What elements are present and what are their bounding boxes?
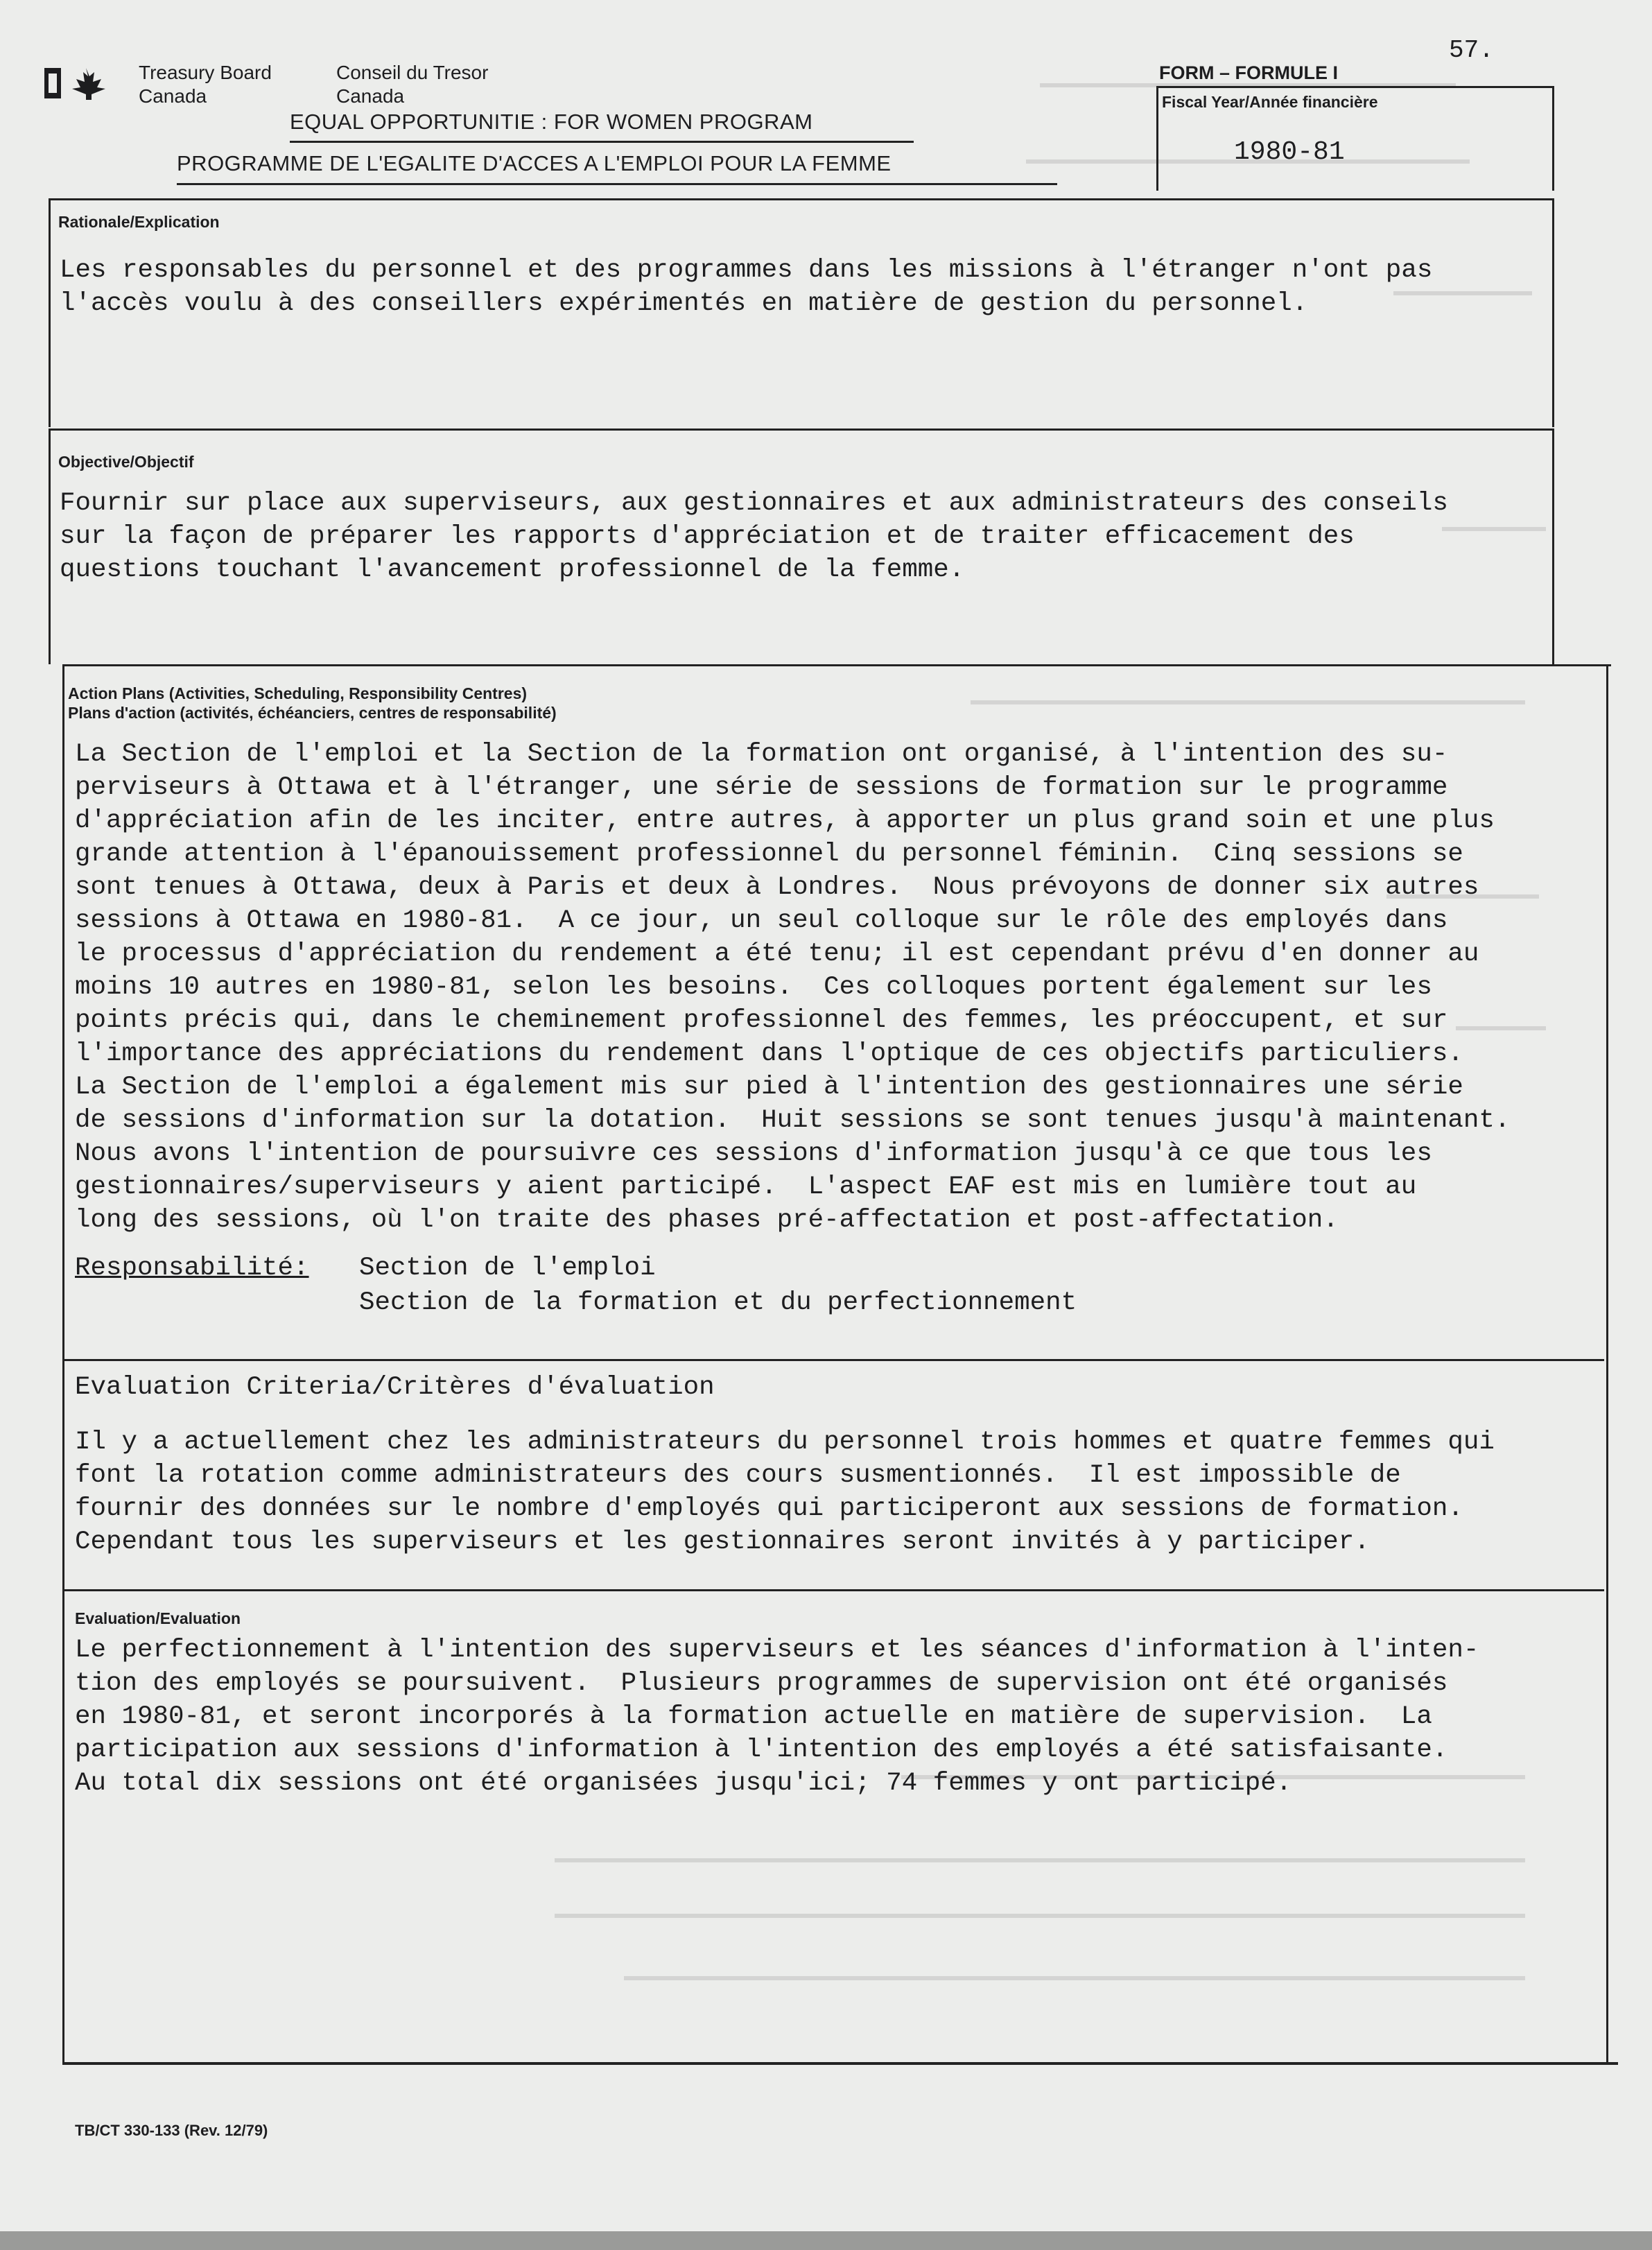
objective-line: Fournir sur place aux superviseurs, aux gestionnaires et aux administrateurs des conseils (60, 489, 1448, 518)
rationale-line: l'accès voulu à des conseillers expérimentés en matière de gestion du personnel. (60, 289, 1308, 318)
form-label: FORM – FORMULE I (1159, 62, 1338, 83)
objective-label: Objective/Objectif (58, 453, 194, 471)
action-plans-line: grande attention à l'épanouissement professionnel du personnel féminin. Cinq sessions se (75, 840, 1463, 869)
action-plans-line: perviseurs à Ottawa et à l'étranger, une série de sessions de formation sur le programme (75, 773, 1448, 802)
rationale-label: Rationale/Explication (58, 213, 220, 231)
rationale-top-rule (49, 198, 1552, 200)
action-plans-line: d'appréciation afin de les inciter, entre autres, à apporter un plus grand soin et une plus (75, 806, 1495, 836)
evaluation-line: en 1980-81, et seront incorporés à la formation actuelle en matière de supervision. La (75, 1702, 1432, 1731)
objective-line: questions touchant l'avancement professionnel de la femme. (60, 555, 965, 585)
action-plans-line: sont tenues à Ottawa, deux à Paris et deux à Londres. Nous prévoyons de donner six autres (75, 873, 1479, 902)
action-plans-label-en: Action Plans (Activities, Scheduling, Responsibility Centres) (68, 684, 528, 702)
evaluation-label: Evaluation/Evaluation (75, 1609, 241, 1627)
responsibility-label: Responsabilité: (75, 1254, 309, 1283)
agency-name-en-line2: Canada (139, 85, 207, 107)
responsibility-line-1: Section de l'emploi (359, 1254, 656, 1283)
action-plans-line: La Section de l'emploi a également mis sur pied à l'intention des gestionnaires une série (75, 1073, 1463, 1102)
action-plans-line: l'importance des appréciations du rendement dans l'optique de ces objectifs particuliers. (75, 1039, 1463, 1068)
frame-bottom-rule (62, 2062, 1618, 2065)
evaluation-criteria-line: Il y a actuellement chez les administrateurs du personnel trois hommes et quatre femmes qui (75, 1428, 1495, 1457)
program-title-en: EQUAL OPPORTUNITIE : FOR WOMEN PROGRAM (290, 110, 813, 134)
evaluation-criteria-line: fournir des données sur le nombre d'employés qui participeront aux sessions de formation. (75, 1494, 1463, 1523)
action-plans-line: points précis qui, dans le cheminement professionnel des femmes, les préoccupent, et sur (75, 1006, 1448, 1035)
action-plans-line: le processus d'appréciation du rendement a été tenu; il est cependant prévu d'en donner au (75, 940, 1479, 969)
action-plans-line: long des sessions, où l'on traite des phases pré-affectation et post-affectation. (75, 1206, 1339, 1235)
fiscal-year-value: 1980-81 (1234, 137, 1345, 167)
page-number: 57. (1449, 36, 1494, 64)
evaluation-criteria-label: Evaluation Criteria/Critères d'évaluation (75, 1373, 715, 1402)
agency-name-fr (336, 61, 488, 108)
fiscal-year-label: Fiscal Year/Année financière (1162, 93, 1378, 111)
action-plans-line: Nous avons l'intention de poursuivre ces sessions d'information jusqu'à ce que tous les (75, 1139, 1432, 1168)
evaluation-top-rule (64, 1589, 1604, 1591)
evaluation-line: Le perfectionnement à l'intention des superviseurs et les séances d'information à l'inten- (75, 1636, 1479, 1665)
evaluation-criteria-line: font la rotation comme administrateurs des cours susmentionnés. Il est impossible de (75, 1461, 1401, 1490)
program-title-fr: PROGRAMME DE L'EGALITE D'ACCES A L'EMPLOI POUR LA FEMME (177, 151, 892, 175)
objective-line: sur la façon de préparer les rapports d'appréciation et de traiter efficacement des (60, 522, 1355, 551)
agency-name-en-line1: Treasury Board (139, 62, 272, 83)
action-plans-line: sessions à Ottawa en 1980-81. A ce jour, un seul colloque sur le rôle des employés dans (75, 906, 1448, 935)
title-rule-fr (177, 183, 1057, 185)
form-number: TB/CT 330-133 (Rev. 12/79) (75, 2122, 268, 2139)
rationale-text (60, 254, 1432, 320)
action-plans-line: de sessions d'information sur la dotation. Huit sessions se sont tenues jusqu'à maintenant. (75, 1106, 1511, 1135)
evaluation-line: Au total dix sessions ont été organisées jusqu'ici; 74 femmes y ont participé. (75, 1769, 1292, 1798)
action-plans-line: gestionnaires/superviseurs y aient participé. L'aspect EAF est mis en lumière tout au (75, 1172, 1417, 1202)
action-plans-label (68, 684, 557, 722)
action-plans-label-fr: Plans d'action (activités, échéanciers, centres de responsabilité) (68, 704, 557, 722)
responsibility-line-2: Section de la formation et du perfectionnement (359, 1288, 1077, 1317)
government-of-canada-logo (43, 64, 112, 103)
agency-name-fr-line2: Canada (336, 85, 405, 107)
evaluation-line: tion des employés se poursuivent. Plusieurs programmes de supervision ont été organisés (75, 1669, 1448, 1698)
agency-name-fr-line1: Conseil du Tresor (336, 62, 489, 83)
action-plans-line: moins 10 autres en 1980-81, selon les besoins. Ces colloques portent également sur les (75, 973, 1432, 1002)
action-plans-text (75, 738, 1510, 1237)
scan-edge (0, 2231, 1652, 2250)
agency-name-en (139, 61, 272, 108)
evaluation-criteria-top-rule (64, 1359, 1604, 1361)
evaluation-criteria-text (75, 1426, 1495, 1559)
title-rule-en (290, 141, 914, 143)
evaluation-line: participation aux sessions d'information à l'intention des employés a été satisfaisante. (75, 1736, 1448, 1765)
rationale-line: Les responsables du personnel et des programmes dans les missions à l'étranger n'ont pas (60, 256, 1433, 285)
objective-text (60, 487, 1448, 587)
evaluation-text (75, 1634, 1479, 1800)
evaluation-criteria-line: Cependant tous les superviseurs et les gestionnaires seront invités à y participer. (75, 1528, 1370, 1557)
action-plans-line: La Section de l'emploi et la Section de la formation ont organisé, à l'intention des su- (75, 740, 1448, 769)
